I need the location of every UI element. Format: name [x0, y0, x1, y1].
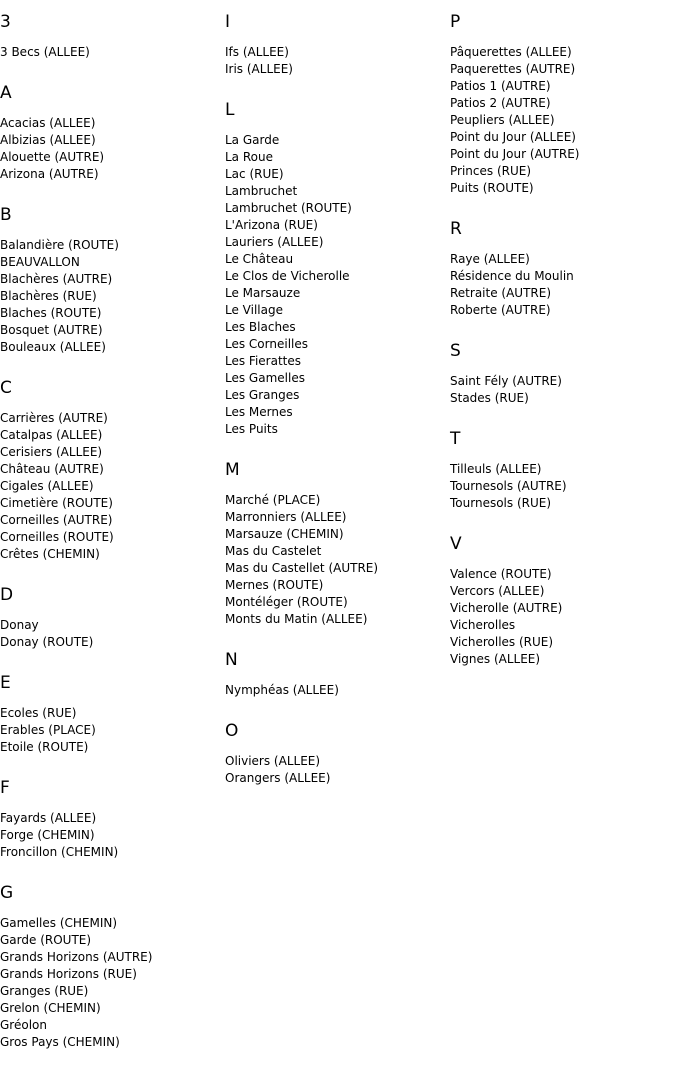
- street-item[interactable]: Granges (RUE): [0, 984, 89, 998]
- letter-group: [225, 100, 450, 438]
- letter-group: [0, 12, 225, 61]
- street-item[interactable]: Les Fierattes: [225, 354, 302, 368]
- street-item[interactable]: Fayards (ALLEE): [0, 811, 97, 825]
- street-item[interactable]: Pâquerettes (ALLEE): [450, 45, 572, 59]
- letter-group: [0, 778, 225, 861]
- street-item[interactable]: Crêtes (CHEMIN): [0, 547, 100, 561]
- street-item[interactable]: 3 Becs (ALLEE): [0, 45, 90, 59]
- street-item[interactable]: La Garde: [225, 133, 280, 147]
- letter-group: [0, 378, 225, 563]
- street-item[interactable]: Saint Fély (AUTRE): [450, 374, 562, 388]
- street-item[interactable]: Cigales (ALLEE): [0, 479, 94, 493]
- street-item[interactable]: Grands Horizons (RUE): [0, 967, 137, 981]
- letter-heading: L: [225, 100, 235, 120]
- street-item[interactable]: Les Mernes: [225, 405, 293, 419]
- letter-heading: O: [225, 721, 239, 741]
- letter-heading: M: [225, 460, 240, 480]
- letter-heading: D: [0, 585, 14, 605]
- street-item[interactable]: Monts du Matin (ALLEE): [225, 612, 368, 626]
- letter-heading: G: [0, 883, 14, 903]
- letter-group: [225, 650, 450, 699]
- street-list: [225, 44, 450, 78]
- letter-group: [450, 429, 675, 512]
- street-item[interactable]: Vercors (ALLEE): [450, 584, 545, 598]
- street-item[interactable]: Vicherolles: [450, 618, 516, 632]
- street-list: [450, 373, 675, 407]
- letter-group: [225, 460, 450, 628]
- letter-group: [0, 883, 225, 1051]
- letter-group: [450, 341, 675, 407]
- letter-group: [0, 585, 225, 651]
- street-list: [0, 617, 225, 651]
- street-item[interactable]: Bouleaux (ALLEE): [0, 340, 106, 354]
- street-item[interactable]: Peupliers (ALLEE): [450, 113, 555, 127]
- letter-group: [0, 205, 225, 356]
- street-item[interactable]: Tilleuls (ALLEE): [450, 462, 542, 476]
- street-column-3: [450, 0, 675, 690]
- street-item[interactable]: Les Gamelles: [225, 371, 305, 385]
- street-item[interactable]: Garde (ROUTE): [0, 933, 92, 947]
- street-item[interactable]: Blachères (RUE): [0, 289, 97, 303]
- street-item[interactable]: Marsauze (CHEMIN): [225, 527, 344, 541]
- letter-group: [450, 534, 675, 668]
- street-list: [450, 251, 675, 319]
- street-item[interactable]: Donay (ROUTE): [0, 635, 94, 649]
- street-item[interactable]: Blachères (AUTRE): [0, 272, 113, 286]
- street-item[interactable]: Puits (ROUTE): [450, 181, 534, 195]
- street-item[interactable]: La Roue: [225, 150, 273, 164]
- letter-heading: A: [0, 83, 12, 103]
- street-item[interactable]: Balandière (ROUTE): [0, 238, 119, 252]
- street-list: [450, 461, 675, 512]
- street-item[interactable]: Stades (RUE): [450, 391, 529, 405]
- street-item[interactable]: Albizias (ALLEE): [0, 133, 96, 147]
- street-item[interactable]: Paquerettes (AUTRE): [450, 62, 576, 76]
- street-item[interactable]: BEAUVALLON: [0, 255, 80, 269]
- street-item[interactable]: Le Marsauze: [225, 286, 301, 300]
- street-item[interactable]: Roberte (AUTRE): [450, 303, 551, 317]
- letter-heading: N: [225, 650, 238, 670]
- street-item[interactable]: Gros Pays (CHEMIN): [0, 1035, 120, 1049]
- street-list: [0, 705, 225, 756]
- letter-group: [450, 12, 675, 197]
- street-item[interactable]: Lauriers (ALLEE): [225, 235, 324, 249]
- street-item[interactable]: Donay: [0, 618, 39, 632]
- street-item[interactable]: Cimetière (ROUTE): [0, 496, 113, 510]
- street-item[interactable]: Lambruchet: [225, 184, 298, 198]
- street-item[interactable]: Patios 1 (AUTRE): [450, 79, 551, 93]
- street-item[interactable]: Carrières (AUTRE): [0, 411, 108, 425]
- street-item[interactable]: Mas du Castelet: [225, 544, 322, 558]
- street-item[interactable]: Cerisiers (ALLEE): [0, 445, 103, 459]
- street-item[interactable]: Tournesols (AUTRE): [450, 479, 567, 493]
- street-list: [0, 237, 225, 356]
- letter-heading: F: [0, 778, 10, 798]
- street-item[interactable]: Iris (ALLEE): [225, 62, 293, 76]
- street-item[interactable]: Ecoles (RUE): [0, 706, 77, 720]
- street-item[interactable]: Blaches (ROUTE): [0, 306, 102, 320]
- street-item[interactable]: Le Village: [225, 303, 283, 317]
- street-list: [0, 115, 225, 183]
- street-item[interactable]: Princes (RUE): [450, 164, 532, 178]
- street-column-1: [0, 0, 225, 1073]
- letter-group: [0, 83, 225, 183]
- letter-heading: P: [450, 12, 461, 32]
- street-item[interactable]: Marronniers (ALLEE): [225, 510, 347, 524]
- letter-heading: R: [450, 219, 462, 239]
- street-item[interactable]: Erables (PLACE): [0, 723, 96, 737]
- letter-heading: I: [225, 12, 231, 32]
- street-item[interactable]: Corneilles (ROUTE): [0, 530, 114, 544]
- street-list: [450, 566, 675, 668]
- street-item[interactable]: Le Clos de Vicherolle: [225, 269, 350, 283]
- street-item[interactable]: Lambruchet (ROUTE): [225, 201, 352, 215]
- street-item[interactable]: Montéléger (ROUTE): [225, 595, 348, 609]
- street-item[interactable]: Résidence du Moulin: [450, 269, 574, 283]
- street-list: [225, 132, 450, 438]
- letter-heading: 3: [0, 12, 11, 32]
- street-item[interactable]: Vicherolle (AUTRE): [450, 601, 563, 615]
- street-item[interactable]: Patios 2 (AUTRE): [450, 96, 551, 110]
- street-item[interactable]: Mernes (ROUTE): [225, 578, 324, 592]
- street-list: [0, 410, 225, 563]
- street-item[interactable]: Château (AUTRE): [0, 462, 104, 476]
- letter-group: [0, 673, 225, 756]
- street-list: [0, 810, 225, 861]
- street-item[interactable]: Acacias (ALLEE): [0, 116, 96, 130]
- street-item[interactable]: Les Puits: [225, 422, 278, 436]
- street-item[interactable]: Le Château: [225, 252, 294, 266]
- letter-heading: C: [0, 378, 12, 398]
- letter-group: [225, 721, 450, 787]
- street-item[interactable]: Arizona (AUTRE): [0, 167, 99, 181]
- street-list: [450, 44, 675, 197]
- street-item[interactable]: Tournesols (RUE): [450, 496, 552, 510]
- street-item[interactable]: Etoile (ROUTE): [0, 740, 89, 754]
- letter-heading: V: [450, 534, 462, 554]
- street-item[interactable]: Orangers (ALLEE): [225, 771, 331, 785]
- street-item[interactable]: Catalpas (ALLEE): [0, 428, 103, 442]
- street-item[interactable]: Bosquet (AUTRE): [0, 323, 103, 337]
- street-column-2: [225, 0, 450, 809]
- street-list: [225, 492, 450, 628]
- street-item[interactable]: Grands Horizons (AUTRE): [0, 950, 153, 964]
- street-item[interactable]: Gréolon: [0, 1018, 47, 1032]
- street-item[interactable]: Les Corneilles: [225, 337, 308, 351]
- letter-group: [225, 12, 450, 78]
- street-item[interactable]: Raye (ALLEE): [450, 252, 530, 266]
- street-list: [225, 753, 450, 787]
- street-list: [225, 682, 450, 699]
- street-item[interactable]: Froncillon (CHEMIN): [0, 845, 119, 859]
- street-item[interactable]: Vignes (ALLEE): [450, 652, 541, 666]
- street-item[interactable]: Forge (CHEMIN): [0, 828, 95, 842]
- letter-heading: S: [450, 341, 461, 361]
- street-list: [0, 915, 225, 1051]
- street-item[interactable]: Mas du Castellet (AUTRE): [225, 561, 379, 575]
- street-item[interactable]: Alouette (AUTRE): [0, 150, 105, 164]
- street-item[interactable]: Lac (RUE): [225, 167, 284, 181]
- street-item[interactable]: Ifs (ALLEE): [225, 45, 289, 59]
- street-list: [0, 44, 225, 61]
- street-item[interactable]: Les Blaches: [225, 320, 296, 334]
- street-item[interactable]: Marché (PLACE): [225, 493, 321, 507]
- street-item[interactable]: Valence (ROUTE): [450, 567, 552, 581]
- street-item[interactable]: Grelon (CHEMIN): [0, 1001, 101, 1015]
- street-item[interactable]: Oliviers (ALLEE): [225, 754, 321, 768]
- street-item[interactable]: Point du Jour (AUTRE): [450, 147, 580, 161]
- street-item[interactable]: Les Granges: [225, 388, 300, 402]
- street-item[interactable]: Corneilles (AUTRE): [0, 513, 113, 527]
- street-item[interactable]: Gamelles (CHEMIN): [0, 916, 118, 930]
- street-item[interactable]: Nymphéas (ALLEE): [225, 683, 339, 697]
- letter-heading: E: [0, 673, 11, 693]
- street-item[interactable]: Vicherolles (RUE): [450, 635, 554, 649]
- letter-heading: B: [0, 205, 12, 225]
- street-item[interactable]: L'Arizona (RUE): [225, 218, 318, 232]
- letter-group: [450, 219, 675, 319]
- letter-heading: T: [450, 429, 461, 449]
- street-item[interactable]: Retraite (AUTRE): [450, 286, 552, 300]
- street-item[interactable]: Point du Jour (ALLEE): [450, 130, 576, 144]
